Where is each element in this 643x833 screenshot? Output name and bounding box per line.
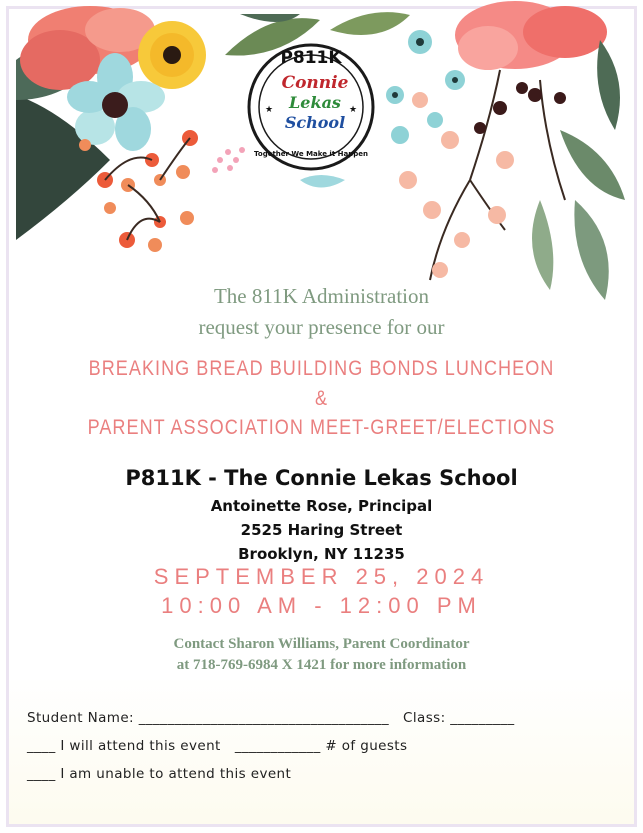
unable-checkbox-blank[interactable]: ____	[27, 766, 56, 782]
attend-checkbox-blank[interactable]: ____	[27, 738, 56, 754]
attend-label: I will attend this event	[60, 738, 221, 754]
unable-label: I am unable to attend this event	[60, 766, 292, 782]
guests-label: # of guests	[325, 738, 408, 754]
logo-line2: Lekas	[289, 93, 341, 112]
class-field[interactable]: _________	[450, 710, 515, 726]
logo-line1: Connie	[281, 73, 349, 93]
logo-star-left: ★	[265, 104, 274, 114]
invitation-line-2: request your presence for our	[198, 315, 445, 339]
city-address: Brooklyn, NY 11235	[238, 545, 405, 563]
event-title-2: PARENT ASSOCIATION MEET-GREET/ELECTIONS	[87, 416, 556, 439]
invitation-line-1: The 811K Administration	[213, 284, 430, 308]
school-name: P811K - The Connie Lekas School	[125, 466, 518, 490]
logo-top-text: P811K	[280, 48, 342, 68]
principal-name: Antoinette Rose, Principal	[210, 497, 433, 515]
street-address: 2525 Haring Street	[240, 521, 403, 539]
guests-field[interactable]: ____________	[234, 738, 321, 754]
event-title-1: BREAKING BREAD BUILDING BONDS LUNCHEON	[88, 357, 555, 380]
event-date: SEPTEMBER 25, 2024	[153, 564, 490, 589]
event-ampersand: &	[314, 387, 329, 410]
logo-star-right: ★	[349, 104, 358, 114]
logo-motto: Together We Make it Happen	[254, 150, 368, 158]
logo-line3: School	[284, 113, 346, 132]
contact-line-1: Contact Sharon Williams, Parent Coordinator	[173, 636, 470, 652]
student-name-label: Student Name:	[27, 710, 135, 726]
student-name-field[interactable]: ___________________________________	[138, 710, 389, 726]
class-label: Class:	[403, 710, 446, 726]
student-row	[27, 710, 515, 726]
event-time: 10:00 AM - 12:00 PM	[161, 593, 482, 618]
unable-row	[27, 766, 291, 782]
school-logo	[243, 42, 379, 172]
contact-line-2: at 718-769-6984 X 1421 for more information	[176, 657, 467, 673]
attend-row	[27, 738, 407, 754]
